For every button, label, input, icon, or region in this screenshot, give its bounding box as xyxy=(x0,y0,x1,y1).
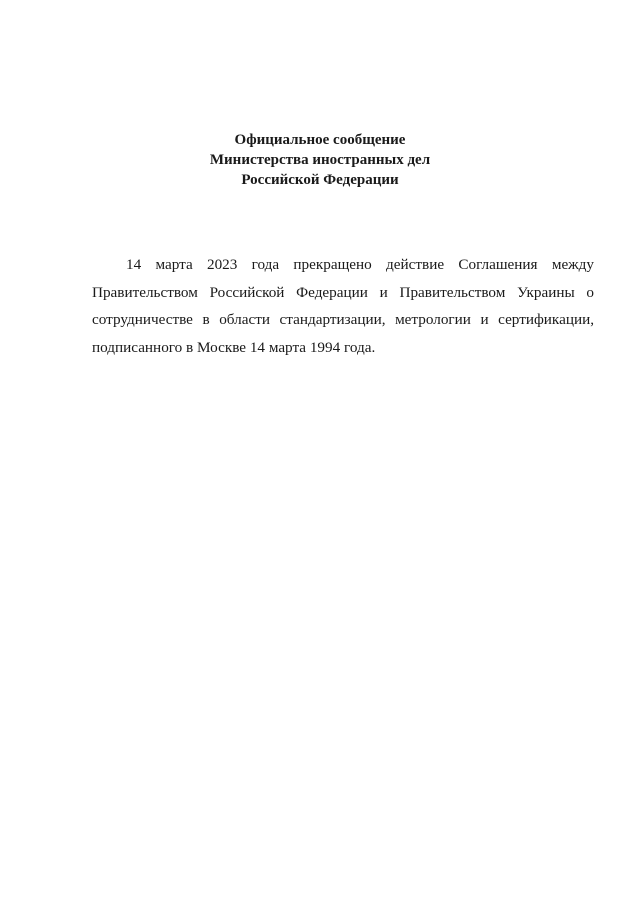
document-title xyxy=(0,130,640,190)
paragraph-line-3: сотрудничестве в области стандартизации, метрологии и сертификации, xyxy=(92,311,594,328)
document-paragraph xyxy=(92,251,594,361)
title-line-2: Министерства иностранных дел xyxy=(209,152,431,168)
title-line-1: Официальное сообщение xyxy=(234,132,406,148)
paragraph-line-2: Правительством Российской Федерации и Правительством Украины о xyxy=(92,283,594,301)
title-line-3: Российской Федерации xyxy=(241,172,399,188)
paragraph-line-1: 14 марта 2023 года прекращено действие Соглашения между xyxy=(126,256,594,273)
paragraph-line-4: подписанного в Москве 14 марта 1994 года. xyxy=(92,338,376,356)
